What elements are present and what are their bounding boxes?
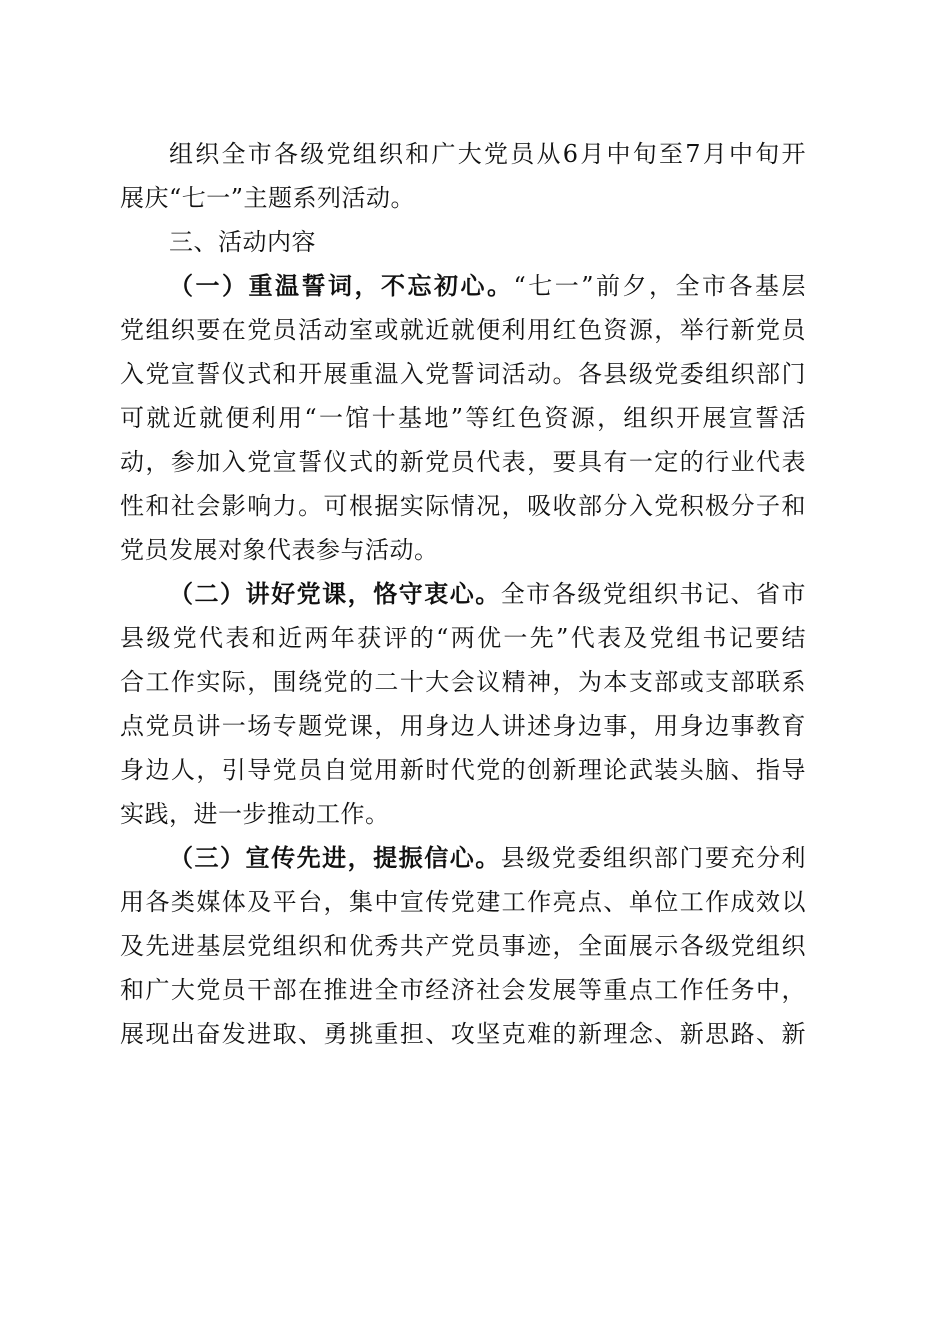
text-line: 动，参加入党宣誓仪式的新党员代表，要具有一定的行业代表 xyxy=(120,448,806,476)
item-text: 全市各级党组织书记、省市 xyxy=(500,580,807,608)
paragraph-item-3 xyxy=(120,836,806,1056)
text-line: 党组织要在党员活动室或就近就便利用红色资源，举行新党员 xyxy=(120,316,806,344)
text-line: 点党员讲一场专题党课，用身边人讲述身边事，用身边事教育 xyxy=(120,712,806,740)
text-line: 合工作实际，围绕党的二十大会议精神，为本支部或支部联系 xyxy=(120,668,806,696)
section-heading-text: 三、活动内容 xyxy=(169,228,316,256)
text-line: 县级党代表和近两年获评的“两优一先”代表及党组书记要结 xyxy=(120,624,806,652)
paragraph-item-2 xyxy=(120,572,806,836)
text-line: 展庆“七一”主题系列活动。 xyxy=(120,184,416,212)
item-heading: （三）宣传先进，提振信心。 xyxy=(169,843,501,872)
text-line: 展现出奋发进取、勇挑重担、攻坚克难的新理念、新思路、新 xyxy=(120,1020,806,1048)
text-line: 组织全市各级党组织和广大党员从6月中旬至7月中旬开 xyxy=(169,140,806,168)
text-line xyxy=(120,836,806,880)
text-line xyxy=(120,572,806,616)
document-body xyxy=(120,132,806,1056)
text-line: 性和社会影响力。可根据实际情况，吸收部分入党积极分子和 xyxy=(120,492,806,520)
text-line: 身边人，引导党员自觉用新时代党的创新理论武装头脑、指导 xyxy=(120,756,806,784)
item-heading: （一）重温誓词，不忘初心。 xyxy=(169,271,514,300)
text-line: 和广大党员干部在推进全市经济社会发展等重点工作任务中， xyxy=(120,976,806,1004)
paragraph-item-1 xyxy=(120,264,806,572)
text-line: 入党宣誓仪式和开展重温入党誓词活动。各县级党委组织部门 xyxy=(120,360,806,388)
paragraph-intro xyxy=(120,132,806,220)
text-line: 党员发展对象代表参与活动。 xyxy=(120,536,439,564)
text-line: 及先进基层党组织和优秀共产党员事迹，全面展示各级党组织 xyxy=(120,932,806,960)
text-line: 用各类媒体及平台，集中宣传党建工作亮点、单位工作成效以 xyxy=(120,888,806,916)
item-heading: （二）讲好党课，恪守衷心。 xyxy=(169,579,501,608)
text-line xyxy=(120,264,806,308)
item-text: “七一”前夕，全市各基层 xyxy=(513,272,807,300)
section-heading xyxy=(120,220,806,264)
item-text: 县级党委组织部门要充分利 xyxy=(500,844,807,872)
text-line: 实践，进一步推动工作。 xyxy=(120,800,390,828)
text-line: 可就近就便利用“一馆十基地”等红色资源，组织开展宣誓活 xyxy=(120,404,806,432)
